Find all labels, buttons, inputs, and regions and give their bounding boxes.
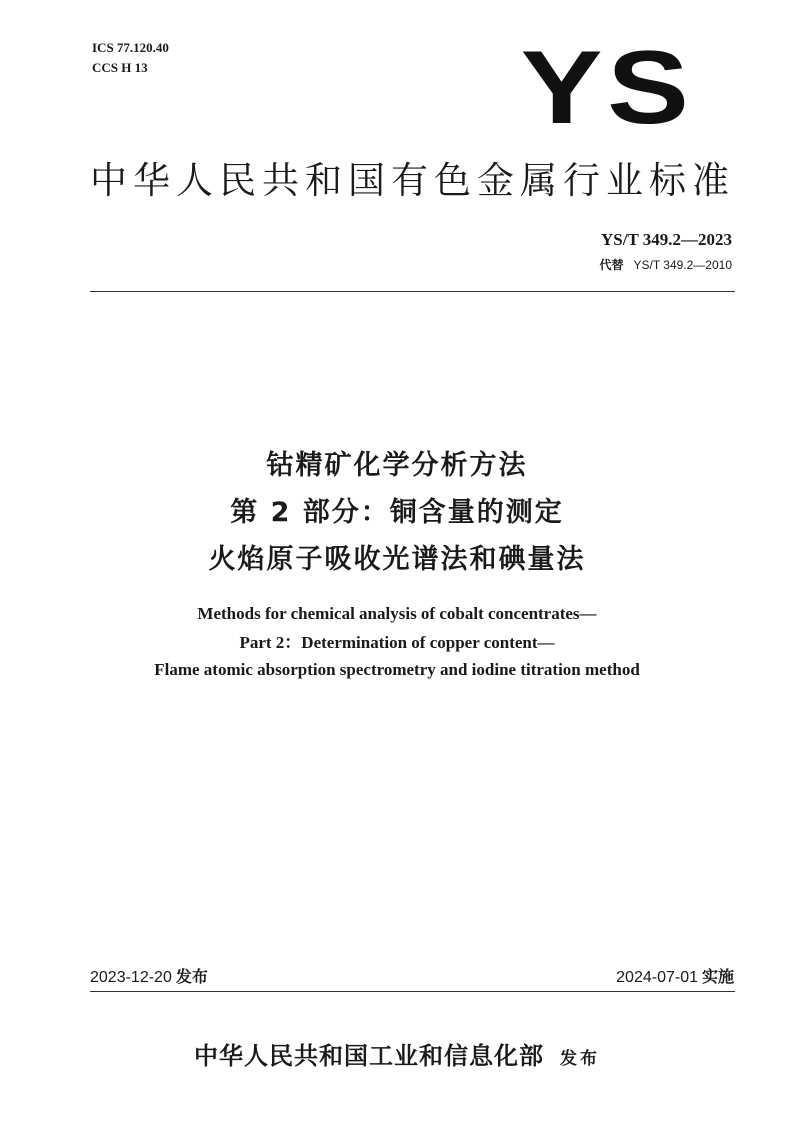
issue-label: 发布 bbox=[175, 967, 208, 986]
ys-logo: YS bbox=[520, 30, 694, 146]
publisher-name: 中华人民共和国工业和信息化部 bbox=[194, 1042, 544, 1070]
chinese-title-line-2: 第 2 部分：铜含量的测定 bbox=[230, 497, 564, 528]
chinese-title-line-1: 钴精矿化学分析方法 bbox=[266, 450, 528, 481]
publisher-label: 发布 bbox=[560, 1049, 600, 1069]
bottom-divider bbox=[90, 991, 735, 992]
ccs-code: CCS H 13 bbox=[92, 60, 148, 75]
chinese-title-line-3: 火焰原子吸收光谱法和碘量法 bbox=[208, 544, 586, 575]
standard-category-title: 中华人民共和国有色金属行业标准 bbox=[90, 159, 735, 202]
replaces-number: YS/T 349.2—2010 bbox=[633, 258, 732, 272]
replaces-line bbox=[599, 257, 732, 273]
top-divider bbox=[90, 291, 735, 292]
issue-date: 2023-12-20 bbox=[90, 969, 172, 986]
implement-date-line bbox=[616, 967, 734, 988]
english-title-line-3: Flame atomic absorption spectrometry and iodine titration method bbox=[154, 660, 640, 679]
ics-code: ICS 77.120.40 bbox=[92, 40, 169, 55]
replaces-label: 代替 bbox=[599, 258, 624, 272]
standard-number: YS/T 349.2—2023 bbox=[601, 230, 732, 249]
publisher-line bbox=[0, 1040, 794, 1075]
english-title-line-1: Methods for chemical analysis of cobalt concentrates— bbox=[197, 604, 597, 623]
implement-label: 实施 bbox=[701, 967, 734, 986]
issue-date-line bbox=[90, 967, 208, 988]
implement-date: 2024-07-01 bbox=[616, 969, 698, 986]
english-title-line-2: Part 2：Determination of copper content— bbox=[239, 633, 555, 652]
